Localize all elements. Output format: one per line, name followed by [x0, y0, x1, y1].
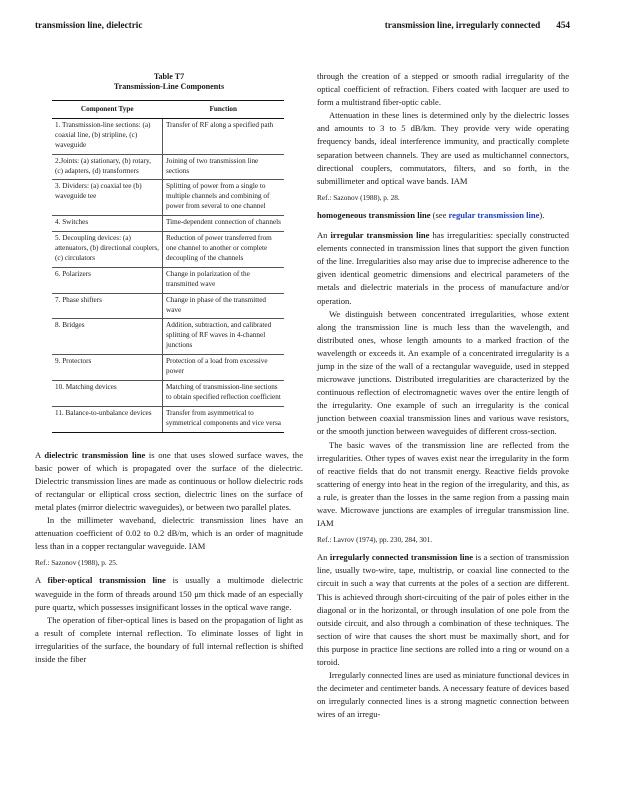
table-cell: Protection of a load from excessive power — [163, 355, 285, 381]
entry-term: dielectric transmission line — [44, 449, 146, 460]
table-row — [52, 232, 284, 268]
table-row — [52, 406, 284, 432]
entry-text: has irregularities: specially constructed elements connected in transmission lines that support the given function of the line. Irregularities also may arise due to imprecise adherence to the given identical geometric dimensions and electrical parameters of the metals and dielectric materials in the process of manufacture and/or operation. — [317, 230, 569, 306]
table-row — [52, 293, 284, 319]
entry-term: irregularly connected transmission line — [329, 552, 474, 563]
paragraph: In the millimeter waveband, dielectric transmission lines have an attenuation coefficient of 0.02 to 0.2 dB/m, which is an order of magnitude less than in a copper rectangular waveguide. IAM — [35, 515, 303, 552]
column-header-function: Function — [163, 101, 285, 119]
left-column — [35, 72, 303, 666]
see-prefix: (see — [430, 209, 449, 220]
table-cell: Time-dependent connection of channels — [163, 216, 285, 232]
reference: Ref.: Sazonov (1988), p. 28. — [317, 192, 400, 202]
running-header-right-title: transmission line, irregularly connected — [384, 20, 541, 30]
column-header-component-type: Component Type — [52, 101, 163, 119]
entry-fiber-optical-transmission-line — [35, 574, 303, 613]
paragraph: We distinguish between concentrated irregularities, whose extent along the transmission line is much less than the wavelength, and distributed ones, whose length amounts to a marked fraction of the wavelength or exceeds it. An example of a concentrated irregularity is a jump in the size of the wall of a rectangular waveguide, used in stepped microwave junctions. Distributed irregularities are characterized by the continuous reflection of electromagnetic waves over the entire length of the irregularity. One example of such an irregularity is the conical junction between coaxial transmission lines and various wave resistors, or the smooth junction between waveguides of different cross-section. — [317, 308, 569, 437]
table-cell: 5. Decoupling devices: (a) attenuators, (b) directional couplers, (c) circulators — [52, 232, 163, 268]
table-cell: 10. Matching devices — [52, 380, 163, 406]
entry-text: is one that uses slowed surface waves, the basic power of which is propagated over the surface of the dielectric. Dielectric transmission lines are made as continuous or hollow dielectric rods of rectangular or elliptical cross section, dielectric lines on the surface of metal plates (mirror dielectric waveguides), or between two parallel plates. — [35, 449, 303, 512]
page-number: 454 — [556, 20, 570, 30]
cross-reference-link[interactable]: regular transmission line — [448, 209, 540, 220]
entry-irregularly-connected-transmission-line — [317, 551, 569, 669]
entry-irregular-transmission-line — [317, 229, 569, 308]
table-cell: 6. Polarizers — [52, 267, 163, 293]
entry-intro: A — [35, 575, 48, 586]
table-row — [52, 267, 284, 293]
table-cell: 1. Transmission-line sections: (a) coaxial line, (b) stripline, (c) waveguide — [52, 118, 163, 154]
components-table — [52, 100, 284, 433]
table-cell: Change in phase of the transmitted wave — [163, 293, 285, 319]
table-row — [52, 180, 284, 216]
entry-intro: An — [317, 230, 331, 241]
paragraph: The basic waves of the transmission line are reflected from the irregularities. Other types of waves exist near the irregularity in the form of reactive fields that do not transmit energy. Reactive fields provoke scattering of energy into heat in the region of the irregularity, and this, as a rule, is greater than the losses in the same region from a passing main wave. Microwave junctions are examples of irregular transmission line. IAM — [317, 439, 569, 529]
table-row — [52, 355, 284, 381]
entry-homogeneous-transmission-line — [317, 209, 569, 222]
table-cell: Transfer from asymmetrical to symmetrical components and vice versa — [163, 406, 285, 432]
table-cell: Change in polarization of the transmitted wave — [163, 267, 285, 293]
paragraph: Attenuation in these lines is determined only by the dielectric losses and amounts to 3 to 5 dB/km. They provide very wide operating frequency bands, ideal interference immunity, and practically complete separation between channels. They are used as multichannel connectors, directional couplers, commutators, filters, and so forth, in the submillimeter and optical wave bands. IAM — [317, 110, 569, 186]
reference: Ref.: Lavrov (1974), pp. 230, 284, 301. — [317, 535, 433, 545]
entry-term: homogeneous transmission line — [317, 209, 431, 220]
table-title: Transmission-Line Components — [113, 82, 225, 91]
table-cell: 2.Joints: (a) stationary, (b) rotary, (c) adapters, (d) transformers — [52, 154, 163, 180]
entry-term: irregular transmission line — [330, 230, 430, 241]
running-header-left: transmission line, dielectric — [35, 20, 143, 30]
table-row — [52, 154, 284, 180]
table-cell: 8. Bridges — [52, 319, 163, 355]
paragraph: through the creation of a stepped or smooth radial irregularity of the optical coefficient of refraction. Fibers coated with lacquer are used to form a multistrand fiber-optic cable. — [317, 71, 569, 108]
entry-intro: An — [317, 552, 330, 563]
table-row — [52, 216, 284, 232]
see-suffix: ). — [539, 209, 545, 220]
entry-dielectric-transmission-line — [35, 449, 303, 514]
table-cell: Joining of two transmission line sections — [163, 154, 285, 180]
reference: Ref.: Sazonov (1988), p. 25. — [35, 558, 118, 568]
table-number: Table T7 — [153, 72, 185, 81]
table-header-row — [52, 101, 284, 119]
table-cell: 11. Balance-to-unbalance devices — [52, 406, 163, 432]
table-cell: 9. Protectors — [52, 355, 163, 381]
entry-intro: A — [35, 449, 45, 460]
table-cell: Reduction of power transferred from one channel to another or complete decoupling of the channels — [163, 232, 285, 268]
table-cell: 7. Phase shifters — [52, 293, 163, 319]
entry-term: fiber-optical transmission line — [47, 575, 166, 586]
entry-text: is a section of transmission line, usually two-wire, tape, multistrip, or coaxial line connected to the circuit in such a way that currents at the poles of a section are different. This is achieved through short-circuiting of the pair of poles either in the diagonal or in the horizontal, or through insulation of one pole from the outside circuit, and also through a combination of these techniques. The section of wire that causes the short must be maximally short, and for this purpose in practice line sections are rolled into a ring or wound on a toroid. — [317, 552, 569, 668]
right-column — [317, 70, 569, 722]
table-cell: Transfer of RF along a specified path — [163, 118, 285, 154]
table-row — [52, 380, 284, 406]
paragraph: The operation of fiber-optical lines is based on the propagation of light as a result of complete internal reflection. To eliminate losses of light in irregularities of the surface, the boundary of full internal reflection is shifted inside the fiber — [35, 614, 303, 664]
table-cell: 4. Switches — [52, 216, 163, 232]
paragraph: Irregularly connected lines are used as miniature functional devices in the decimeter and centimeter bands. A necessary feature of devices based on irregularly connected lines is a strong magnetic connection between wires of an irregu- — [317, 670, 569, 720]
table-cell: Addition, subtraction, and calibrated splitting of RF waves in 4-channel junctions — [163, 319, 285, 355]
table-cell: 3. Dividers: (a) coaxial tee (b) waveguide tee — [52, 180, 163, 216]
table-row — [52, 319, 284, 355]
table-cell: Splitting of power from a single to multiple channels and combining of power from several to one channel — [163, 180, 285, 216]
table-cell: Matching of transmission-line sections to obtain specified reflection coefficient — [163, 380, 285, 406]
table-row — [52, 118, 284, 154]
running-header-right — [385, 20, 570, 30]
entry-text: is usually a multimode dielectric waveguide in the form of threads around 150 μm thick made of an especially pure quartz, which possesses insignificant losses in the optical wave range. — [35, 575, 303, 612]
